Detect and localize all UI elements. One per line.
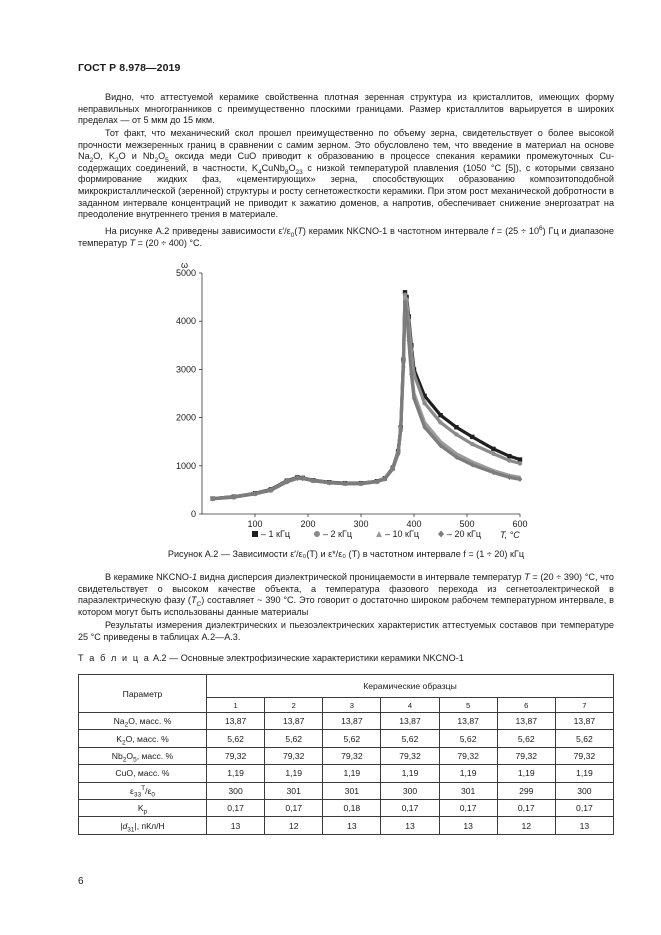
column-header: 4	[381, 698, 439, 713]
table-cell: 301	[439, 782, 497, 799]
data-point	[438, 420, 442, 424]
table-cell: 0,17	[555, 799, 613, 816]
series-1	[210, 290, 522, 501]
table-cell: 299	[497, 782, 555, 799]
table-cell: 300	[555, 782, 613, 799]
legend-label: – 10 кГц	[385, 529, 419, 539]
data-point	[470, 442, 474, 446]
table-cell: 5,62	[265, 730, 323, 747]
x-tick-label: 100	[247, 519, 263, 529]
table-cell: 5,62	[555, 730, 613, 747]
y-tick-label: 0	[190, 509, 196, 519]
table-cell: 13	[323, 817, 381, 834]
legend-item	[438, 529, 481, 539]
table-cell: 0,18	[323, 799, 381, 816]
legend-item	[314, 529, 352, 539]
table-cell: 13,87	[439, 713, 497, 730]
table-caption-text: А.2 — Основные электрофизические характеристики керамики NKCNO-1	[150, 653, 464, 663]
series-4	[210, 299, 522, 501]
data-point	[454, 432, 458, 436]
legend-marker	[314, 531, 320, 537]
table-cell: 79,32	[381, 747, 439, 764]
x-tick-label: 400	[406, 519, 422, 529]
table-cell: 12	[497, 817, 555, 834]
paragraph-structure: Видно, что аттестуемой керамике свойственна плотная зеренная структура из кристаллитов, имеющих форму неправильных многогранников с преимущественно плоскими границами. Размер кристаллитов варьируется в широких пределах — от 5 мкм до 15 мкм.	[78, 92, 614, 126]
table-row	[79, 799, 614, 816]
table-cell: 79,32	[555, 747, 613, 764]
table-cell: 13,87	[497, 713, 555, 730]
legend-label: – 20 кГц	[447, 529, 481, 539]
data-point	[507, 458, 511, 462]
table-cell: 1,19	[207, 765, 265, 782]
data-point	[491, 447, 495, 451]
table-row	[79, 817, 614, 834]
legend-item	[376, 529, 419, 539]
column-header: 5	[439, 698, 497, 713]
table-cell: 13,87	[265, 713, 323, 730]
table-cell: 0,17	[497, 799, 555, 816]
x-tick-label: 300	[353, 519, 369, 529]
paragraph-results: Результаты измерения диэлектрических и пьезоэлектрических характеристик аттестуемых составов при температуре 25 °C приведены в таблицах А.2—А.3.	[78, 620, 614, 642]
table-cell: 5,62	[207, 730, 265, 747]
samples-header: Керамические образцы	[207, 675, 614, 698]
x-tick-label: 200	[300, 519, 316, 529]
table-cell: 13	[555, 817, 613, 834]
table-cell: 12	[265, 817, 323, 834]
y-tick-label: 5000	[175, 268, 196, 278]
table-cell: 1,19	[265, 765, 323, 782]
legend-marker	[252, 531, 258, 537]
y-tick-label: 3000	[175, 364, 196, 375]
page-number: 6	[78, 876, 84, 887]
row-parameter: $K_p$	[79, 799, 207, 816]
table-row	[79, 730, 614, 747]
column-header: 7	[555, 698, 613, 713]
y-tick-label: 1000	[175, 460, 196, 471]
table-cell: 79,32	[323, 747, 381, 764]
row-parameter: $K_2O$, масс. %	[79, 730, 207, 747]
row-parameter: CuO, масс. %	[79, 765, 207, 782]
column-header: 1	[207, 698, 265, 713]
x-tick-label: 600	[512, 519, 528, 529]
table-cell: 79,32	[439, 747, 497, 764]
data-point	[438, 413, 442, 417]
data-point	[454, 425, 458, 429]
column-header: 3	[323, 698, 381, 713]
table-cell: 1,19	[497, 765, 555, 782]
table-cell: 0,17	[265, 799, 323, 816]
table-cell: 5,62	[439, 730, 497, 747]
table-cell: 13,87	[323, 713, 381, 730]
series-line	[213, 295, 520, 499]
series-3	[210, 295, 522, 501]
table-cell: 0,17	[439, 799, 497, 816]
data-point	[518, 461, 522, 465]
x-axis-unit-label: T, °C	[500, 530, 520, 540]
data-point	[470, 435, 474, 439]
table-row	[79, 713, 614, 730]
table-cell: 79,32	[497, 747, 555, 764]
param-header: Параметр	[79, 675, 207, 713]
table-cell: 1,19	[381, 765, 439, 782]
x-tick-label: 500	[459, 519, 475, 529]
table-caption-prefix: Т а б л и ц а	[78, 653, 151, 663]
table-cell: 1,19	[439, 765, 497, 782]
legend-label: – 1 кГц	[261, 529, 290, 539]
table-cell: 0,17	[381, 799, 439, 816]
table-cell: 0,17	[207, 799, 265, 816]
table-cell: 13,87	[555, 713, 613, 730]
table-cell: 5,62	[381, 730, 439, 747]
y-tick-label: 4000	[175, 316, 196, 327]
data-point	[518, 457, 522, 461]
series-line	[213, 292, 520, 498]
properties-table	[78, 674, 614, 835]
table-cell: 13	[207, 817, 265, 834]
data-point	[422, 401, 426, 405]
table-row	[79, 782, 614, 799]
paragraph-figure-intro: На рисунке А.2 приведены зависимости $\varepsilon'/\varepsilon_0(T)$ керамик NKCNO-1 в частотном интервале $f = (25 \div 10^6)$ Гц и диапазоне температур T = (20 ÷ 400) °C.	[78, 224, 614, 248]
table-caption	[78, 653, 464, 663]
y-axis-unit-label: ω	[181, 260, 189, 270]
table-cell: 5,62	[323, 730, 381, 747]
permittivity-chart	[160, 258, 540, 548]
legend-marker	[438, 531, 444, 538]
table-row	[79, 747, 614, 764]
data-point	[507, 454, 511, 458]
column-header: 2	[265, 698, 323, 713]
table-cell: 1,19	[323, 765, 381, 782]
series-line	[213, 297, 520, 499]
table-cell: 301	[323, 782, 381, 799]
data-point	[491, 452, 495, 456]
y-tick-label: 2000	[175, 412, 196, 423]
table-cell: 13	[381, 817, 439, 834]
table-cell: 300	[207, 782, 265, 799]
row-parameter: $Nb_2O_5$, масс. %	[79, 747, 207, 764]
table-cell: 1,19	[555, 765, 613, 782]
table-cell: 13,87	[207, 713, 265, 730]
row-parameter: $Na_2O$, масс. %	[79, 713, 207, 730]
table-cell: 13	[439, 817, 497, 834]
table-cell: 79,32	[207, 747, 265, 764]
table-row	[79, 765, 614, 782]
figure-caption: Рисунок А.2 — Зависимости ε′/ε₀(T) и ε*/ε₀ (T) в частотном интервале f = (1 ÷ 20) кГц	[167, 549, 525, 559]
series-2	[210, 292, 522, 500]
column-header: 6	[497, 698, 555, 713]
table-cell: 79,32	[265, 747, 323, 764]
paragraph-dispersion: В керамике NKCNO-1 видна дисперсия диэлектрической проницаемости в интервале температур T = (20 ÷ 390) °C, что свидетельствует о высоком качестве объекта, а температура фазового перехода из сегнетоэлектрической в параэлектрическую фазу $(T_C)$ составляет ~ 390 °C. Это говорит о достаточно широком рабочем температурном интервале, в котором могут быть использованы данные материалы	[78, 572, 614, 617]
table-cell: 5,62	[497, 730, 555, 747]
document-header: ГОСТ Р 8.978—2019	[78, 62, 181, 74]
legend-marker	[376, 531, 382, 537]
paragraph-cleavage: Тот факт, что механический скол прошел преимущественно по объему зерна, свидетельствует о более высокой прочности межзеренных границ в сравнении с самим зерном. Это обусловлено тем, что введение в материал на основе $Na_2O$, $K_2O$ и $Nb_2O_5$ оксида меди CuO приводит к образованию в процессе спекания керамики промежуточных Cu-содержащих соединений, в частности, $K_4CuNb_8O_{23}$ с низкой температурой плавления (1050 °C [5]), с которыми связано формирование жидких фаз, «цементирующих» зерна, способствующих образованию композитоподобной микрокристаллической (зеренной) структуры и росту сегнетожесткости керамики. При этом рост механической добротности в заданном интервале концентраций не приводит к зажатию доменов, а напротив, обеспечивает снижение энергозатрат на преодоление внутреннего трения в материале.	[78, 128, 614, 220]
table-cell: 13,87	[381, 713, 439, 730]
table-cell: 301	[265, 782, 323, 799]
legend-label: – 2 кГц	[323, 529, 352, 539]
table-cell: 300	[381, 782, 439, 799]
row-parameter: $|d_{31}|$, пКл/Н	[79, 817, 207, 834]
legend-item	[252, 529, 290, 539]
series-line	[213, 302, 520, 499]
row-parameter: $\varepsilon_{33}^T/\varepsilon_0$	[79, 782, 207, 799]
